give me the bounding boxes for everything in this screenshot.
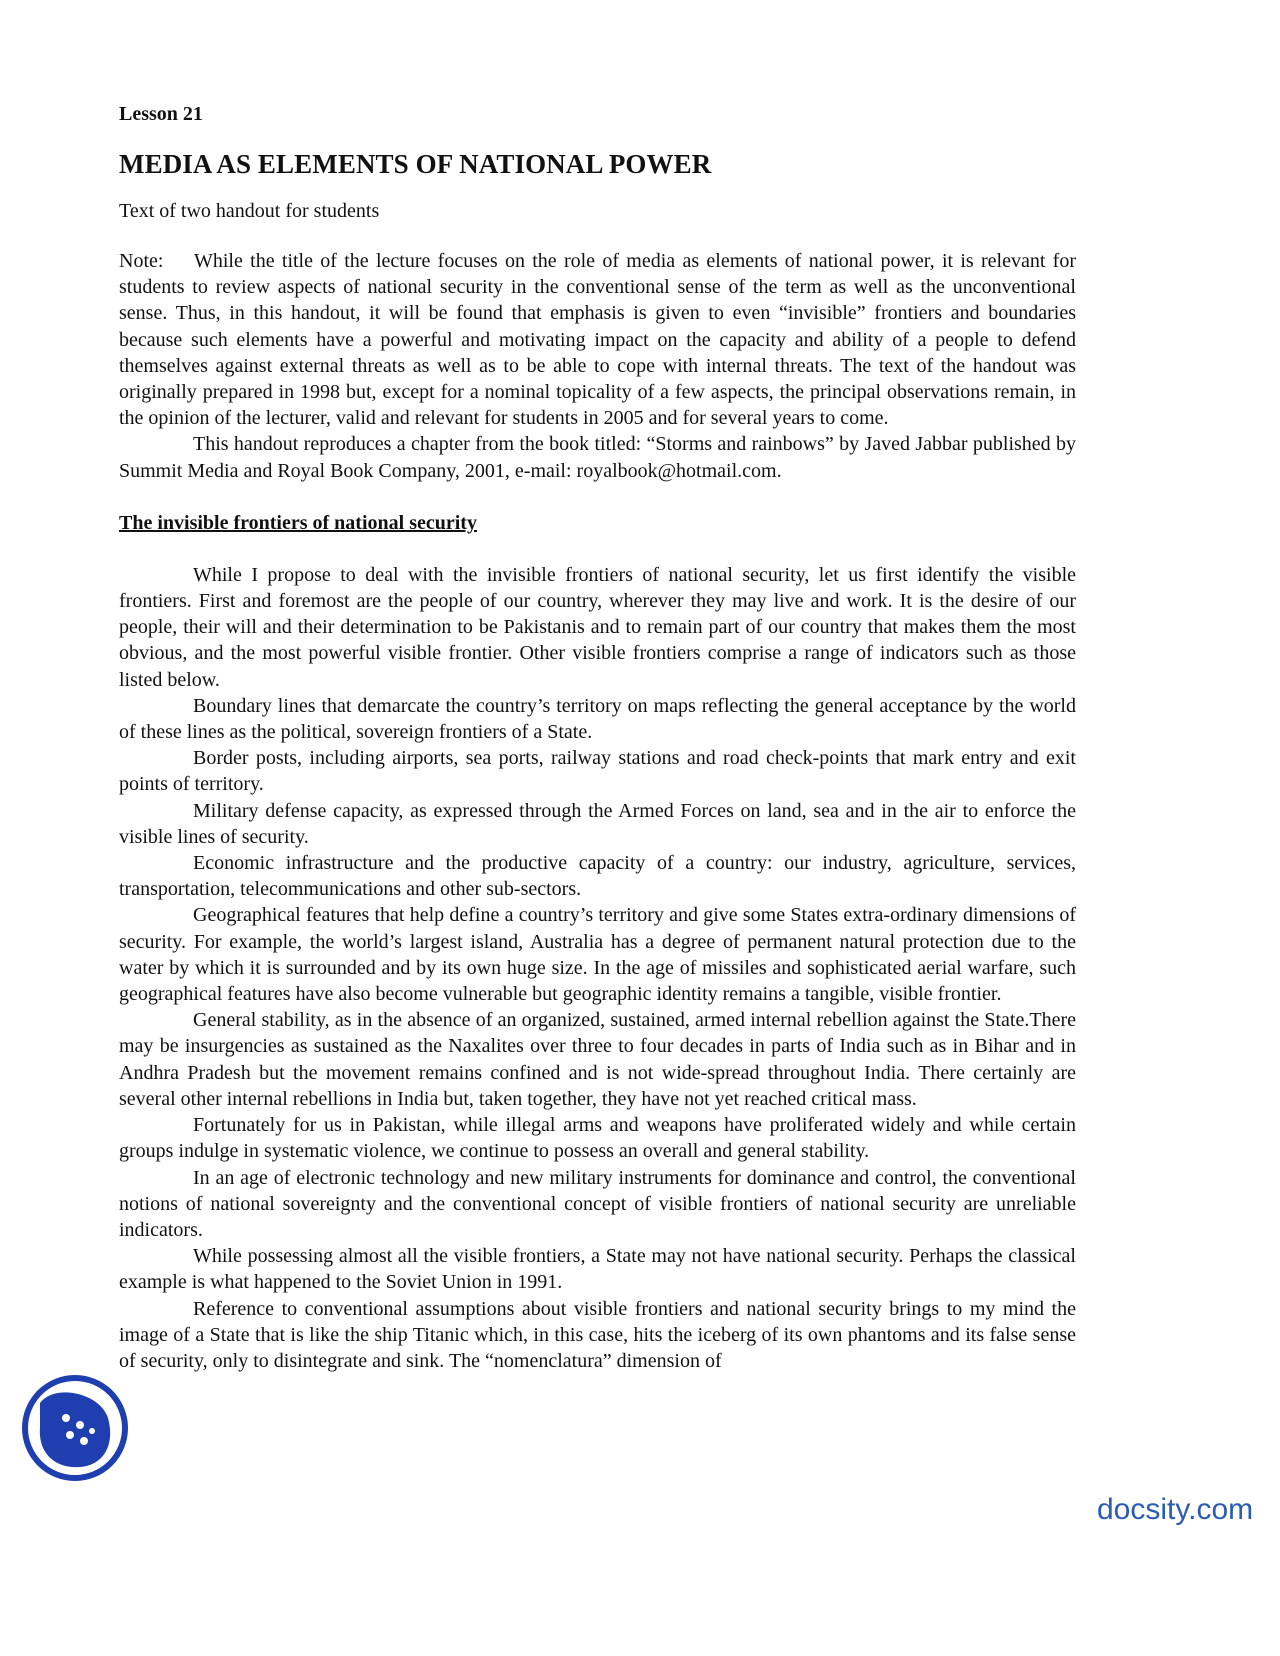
body-paragraph: Boundary lines that demarcate the country’s territory on maps reflecting the general acceptance by the world of these lines as the political, sovereign frontiers of a State. bbox=[119, 694, 1076, 744]
note-text: While the title of the lecture focuses on the role of media as elements of national power, it is relevant for students to review aspects of national security in the conventional sense of the term as well as the unconventional sense. Thus, in this handout, it will be found that emphasis is given to even “invisible” frontiers and boundaries because such elements have a powerful and motivating impact on the capacity and ability of a people to defend themselves against external threats as well as to be able to cope with internal threats. The text of the handout was originally prepared in 1998 but, except for a nominal topicality of a few aspects, the principal observations remain, in the opinion of the lecturer, valid and relevant for students in 2005 and for several years to come. bbox=[119, 250, 1076, 430]
note-paragraph bbox=[119, 248, 1076, 431]
body-paragraph: Geographical features that help define a country’s territory and give some States extra-ordinary dimensions of security. For example, the world’s largest island, Australia has a degree of permanent natural protection due to the water by which it is surrounded and by its own huge size. In the age of missiles and sophisticated aerial warfare, such geographical features have also become vulnerable but geographic identity remains a tangible, visible frontier. bbox=[119, 904, 1076, 1006]
body-paragraph: In an age of electronic technology and new military instruments for dominance and control, the conventional notions of national sovereignty and the conventional concept of visible frontiers of national security are unreliable indicators. bbox=[119, 1166, 1076, 1241]
book-note-paragraph: This handout reproduces a chapter from the book titled: “Storms and rainbows” by Javed Jabbar published by Summit Media and Royal Book Company, 2001, e-mail: royalbook@hotmail.com. bbox=[119, 433, 1076, 482]
body-paragraph: Reference to conventional assumptions about visible frontiers and national security brings to my mind the image of a State that is like the ship Titanic which, in this case, hits the iceberg of its own phantoms and its false sense of security, only to disintegrate and sink. The “nomenclatura” dimension of bbox=[119, 1297, 1076, 1372]
section-body bbox=[119, 562, 1076, 1374]
document-content bbox=[119, 102, 1076, 1374]
document-title: MEDIA AS ELEMENTS OF NATIONAL POWER bbox=[119, 149, 712, 179]
body-paragraph: Economic infrastructure and the productive capacity of a country: our industry, agriculture, services, transportation, telecommunications and other sub-sectors. bbox=[119, 852, 1076, 901]
body-paragraph: General stability, as in the absence of an organized, sustained, armed internal rebellion against the State.There may be insurgencies as sustained as the Naxalites over three to four decades in parts of India such as in Bihar and in Andhra Pradesh but the movement remains confined and is not wide-spread throughout India. There certainly are several other internal rebellions in India but, taken together, they have not yet reached critical mass. bbox=[119, 1009, 1076, 1110]
document-subtitle: Text of two handout for students bbox=[119, 200, 380, 222]
docsity-logo-icon[interactable] bbox=[20, 1373, 130, 1483]
section-heading: The invisible frontiers of national security bbox=[119, 511, 477, 534]
note-label: Note: bbox=[119, 250, 164, 272]
body-paragraph: While possessing almost all the visible frontiers, a State may not have national security. Perhaps the classical example is what happened to the Soviet Union in 1991. bbox=[119, 1245, 1076, 1294]
body-paragraph: While I propose to deal with the invisible frontiers of national security, let us first identify the visible frontiers. First and foremost are the people of our country, wherever they may live and work. It is the desire of our people, their will and their determination to be Pakistanis and to remain part of our country that makes them the most obvious, and the most powerful visible frontier. Other visible frontiers comprise a range of indicators such as those listed below. bbox=[119, 563, 1076, 691]
lesson-number: Lesson 21 bbox=[119, 103, 203, 125]
body-paragraph: Military defense capacity, as expressed through the Armed Forces on land, sea and in the air to enforce the visible lines of security. bbox=[119, 799, 1076, 848]
docsity-brand-link[interactable]: docsity.com bbox=[1097, 1493, 1254, 1526]
body-paragraph: Fortunately for us in Pakistan, while illegal arms and weapons have proliferated widely and while certain groups indulge in systematic violence, we continue to possess an overall and general stability. bbox=[119, 1114, 1076, 1163]
body-paragraph: Border posts, including airports, sea ports, railway stations and road check-points that mark entry and exit points of territory. bbox=[119, 747, 1076, 796]
